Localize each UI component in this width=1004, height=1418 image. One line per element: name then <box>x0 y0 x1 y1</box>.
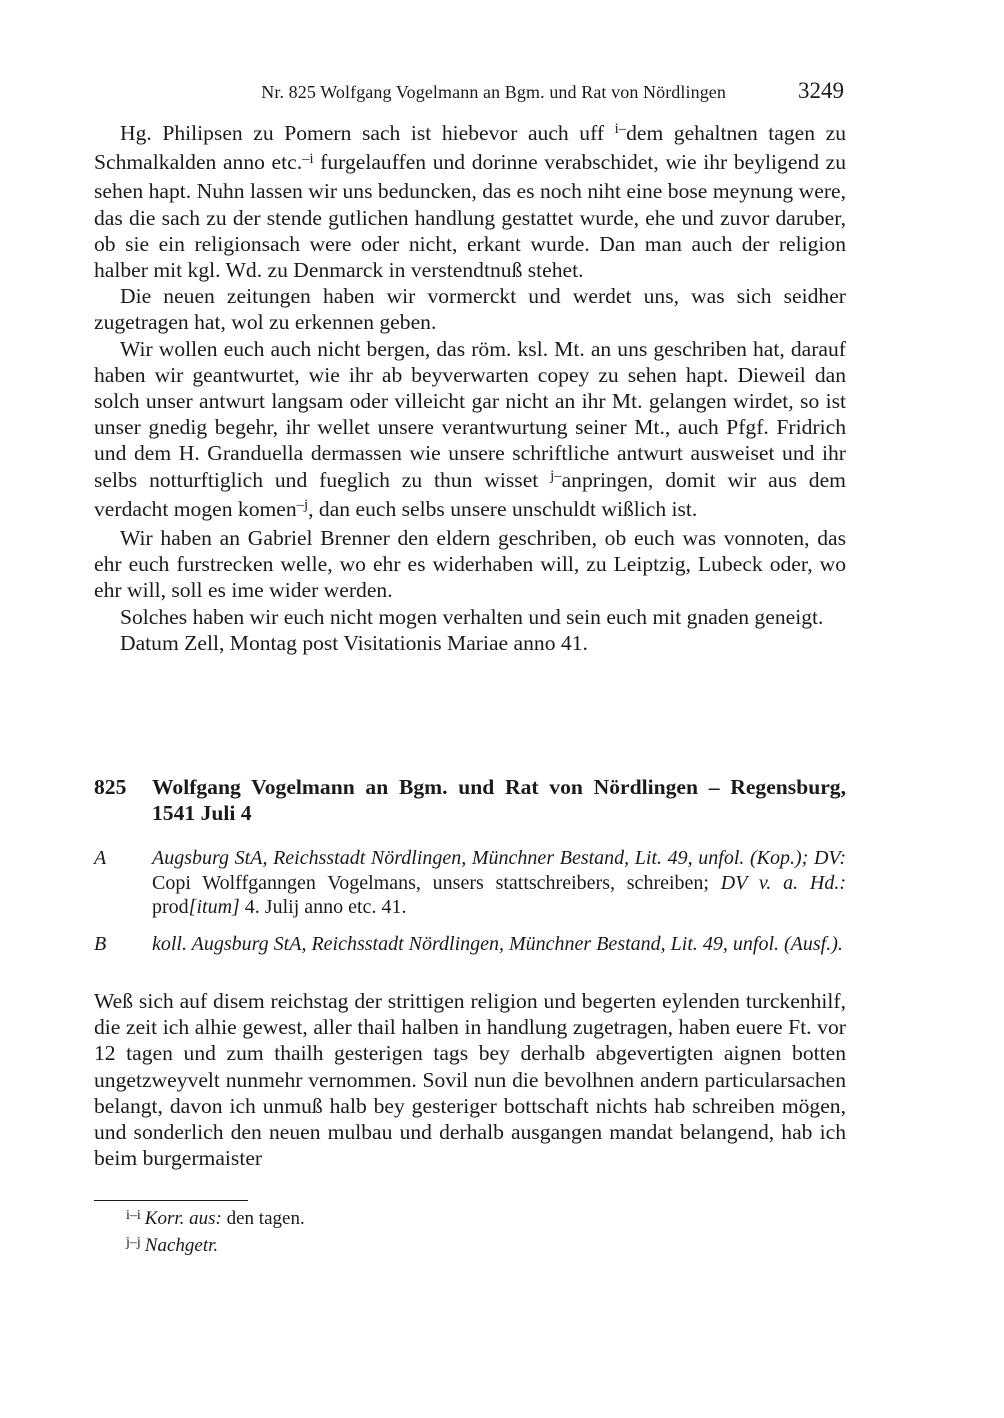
paragraph: Wir wollen euch auch nicht bergen, das röm. ksl. Mt. an uns geschriben hat, darauf haben wir geantwurtet, wie ihr ab beyverwarten copey zu sehen hapt. Dieweil dan solch unser antwurt langsam oder villeicht gar nicht an ihr Mt. gelangen wirdet, so ist unser gnedig begehr, ihr wellet unsere verantwurtung seiner Mt., auch Pfgf. Fridrich und dem H. Granduella dermassen wie unsere schriftliche antwurt ausweiset und ihr selbs notturftiglich und fueglich zu thun wisset $^{j-}$anpringen, domit wir aus dem verdacht mogen komen$^{-j}$, dan euch selbs unsere unschuldt wißlich ist. <box>94 336 846 521</box>
paragraph: Weß sich auf disem reichstag der strittigen religion und begerten eylenden turckenhilf, die zeit ich alhie gewest, aller thail halben in handlung zugetragen, haben euere Ft. vor 12 tagen und zum thailh gesterigen tags bey derhalb abgevertigten aignen botten ungetzweyvelt nunmehr vernommen. Sovil nun die bevolhnen andern particularsachen belangt, davon ich unmuß halb bey gesteriger bottschaft nichts hab schreiben mögen, und sonderlich den neuen mulbau und derhalb ausgangen mandat belangend, hab ich beim burgermaister <box>94 989 846 1171</box>
footnote: $^{j-j}$ Nachgetr. <box>126 1235 219 1256</box>
running-head: Nr. 825 Wolfgang Vogelmann an Bgm. und Rat von Nördlingen <box>261 82 726 102</box>
source-siglum: A <box>94 847 107 869</box>
paragraph: Die neuen zeitungen haben wir vormerckt und werdet uns, was sich seidher zugetragen hat, wol zu erkennen geben. <box>94 284 846 335</box>
document-title: Wolfgang Vogelmann an Bgm. und Rat von Nördlingen – Regensburg, 1541 Juli 4 <box>152 775 846 825</box>
dating-line: Datum Zell, Montag post Visitationis Mariae anno 41. <box>120 630 588 655</box>
source-entry <box>94 932 846 957</box>
document-number: 825 <box>94 775 127 799</box>
footnote: $^{i-i}$ Korr. aus: den tagen. <box>126 1208 305 1229</box>
footnote-mark: i–i <box>126 1208 141 1223</box>
paragraph: Solches haben wir euch nicht mogen verhalten und sein euch mit gnaden geneigt. <box>120 604 824 629</box>
paragraph: Hg. Philipsen zu Pomern sach ist hiebevor auch uff $^{i-}$dem gehaltnen tagen zu Schmalkalden anno etc.$^{-i}$ furgelauffen und dorinne verabschidet, wie ihr beyligend zu sehen hapt. Nuhn lassen wir uns beduncken, das es noch niht eine bose meynung were, das die sach zu der stende gutlichen handlung gestattet wurde, ehe und zuvor daruber, ob sie ein religionsach were oder nicht, erkant wurde. Dan man auch der religion halber mit kgl. Wd. zu Denmarck in verstendtnuß stehet. <box>94 121 847 283</box>
page-header <box>94 80 846 110</box>
paragraph: Wir haben an Gabriel Brenner den eldern geschriben, ob euch was vonnoten, das ehr euch furstrecken welle, wo ehr es widerhaben will, zu Leiptzig, Lubeck oder, wo ehr will, soll es ime wider werden. <box>94 526 846 603</box>
source-apparatus <box>94 846 846 968</box>
footnote-rule <box>94 1200 248 1201</box>
source-entry <box>94 846 846 920</box>
footnote-mark: j– <box>550 468 562 485</box>
previous-document-text <box>94 120 846 656</box>
source-siglum: B <box>94 932 107 955</box>
document-heading <box>94 774 846 826</box>
footnote-mark: –j <box>296 497 309 514</box>
footnote-mark: –i <box>302 150 314 167</box>
letter-text <box>94 988 846 1171</box>
source-description: Augsburg StA, Reichsstadt Nördlingen, Münchner Bestand, Lit. 49, unfol. (Kop.); DV: Copi Wolffganngen Vogelmans, unsers stattschreibers, schreiben; DV v. a. Hd.: prod[itum] 4. Julij anno etc. 41. <box>152 847 847 918</box>
footnote-mark: i– <box>614 121 627 138</box>
source-description: koll. Augsburg StA, Reichsstadt Nördlingen, Münchner Bestand, Lit. 49, unfol. (Ausf.). <box>152 932 843 955</box>
page-number: 3249 <box>798 78 844 103</box>
footnotes <box>126 1206 305 1260</box>
footnote-mark: j–j <box>126 1235 141 1250</box>
